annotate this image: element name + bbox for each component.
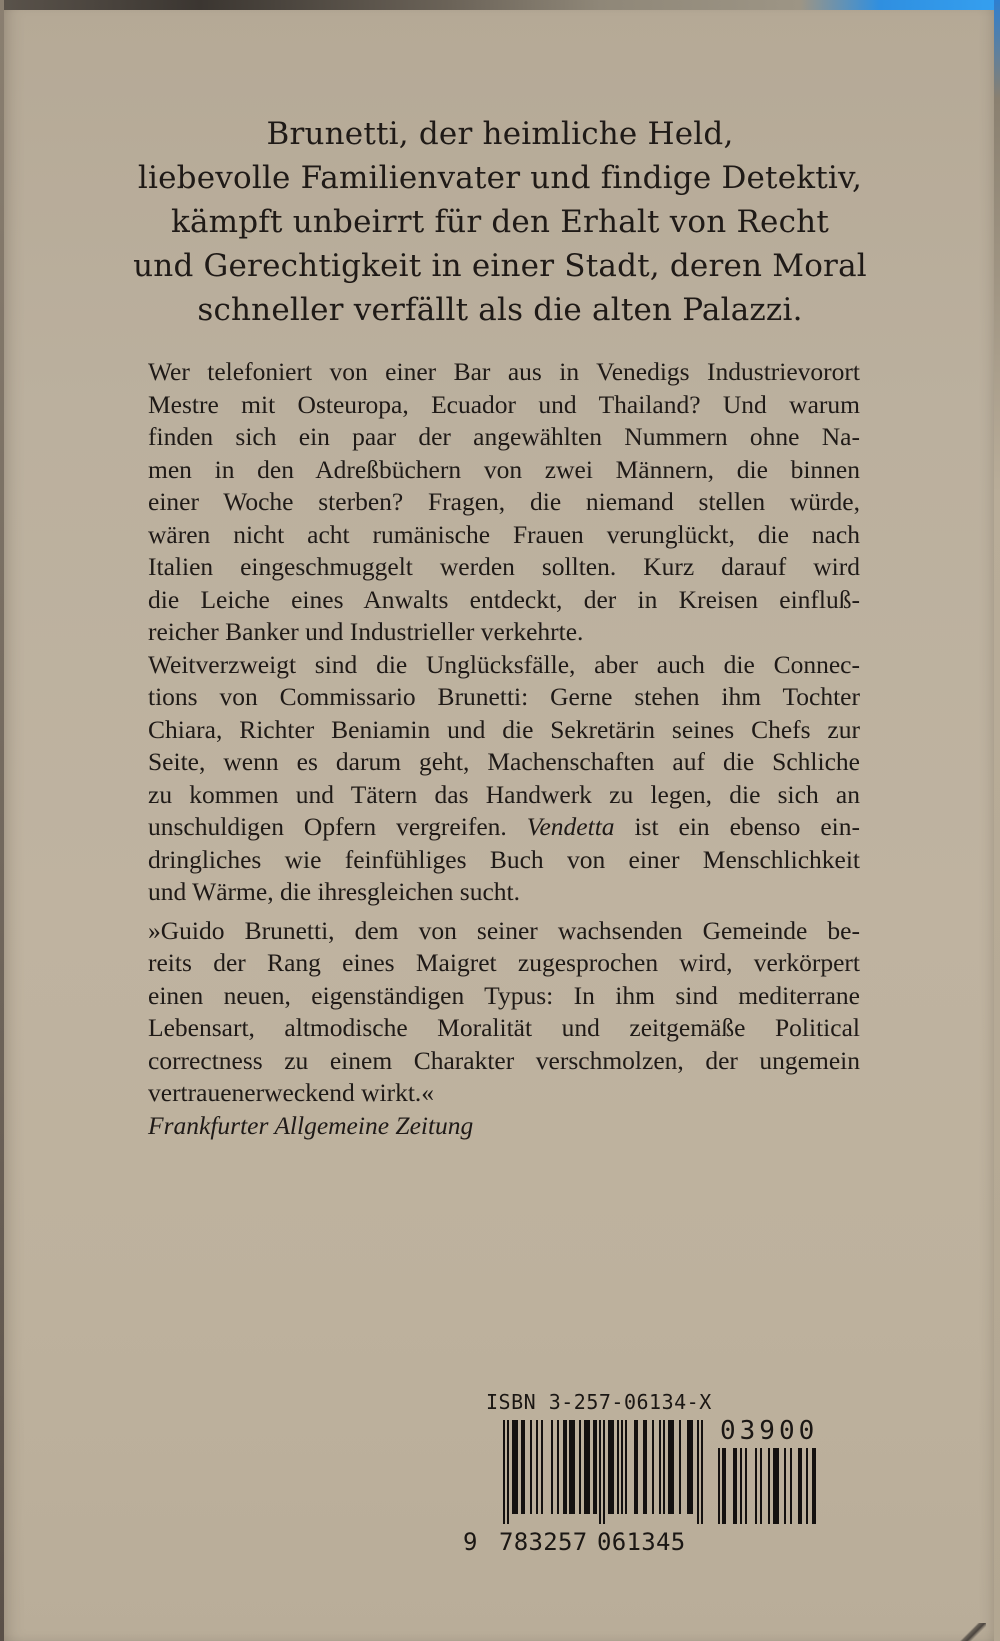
text-segment: ist ein ebenso ein- — [614, 812, 861, 841]
review-source: Frankfurter Allgemeine Zeitung — [148, 1110, 474, 1140]
photo-background-top — [0, 0, 1000, 10]
text-line: wären nicht acht rumänische Frauen verunglückt, die nach — [148, 519, 860, 549]
text-line: Mestre mit Osteuropa, Ecuador und Thailand? Und warum — [148, 389, 860, 419]
quote-line: correctness zu einem Charakter verschmolzen, der ungemein — [148, 1045, 860, 1075]
ean-first-digit: 9 — [463, 1528, 478, 1556]
text-line — [148, 811, 860, 844]
text-segment: unschuldigen Opfern vergreifen. — [148, 812, 527, 841]
barcode-bars-icon — [503, 1420, 705, 1524]
blurb-line: liebevolle Familienvater und findige Detektiv, — [137, 160, 863, 196]
price-addon-digits: 03900 — [720, 1416, 819, 1446]
text-line: tions von Commissario Brunetti: Gerne stehen ihm Tochter — [148, 682, 860, 711]
ean-left-group: 783257 — [499, 1528, 588, 1556]
quote-line: reits der Rang eines Maigret zugesprochen wird, verkörpert — [148, 948, 860, 977]
book-right-edge — [994, 0, 1000, 1641]
blurb-line: kämpft unbeirrt für den Erhalt von Recht — [171, 204, 829, 240]
text-line: und Wärme, die ihresgleichen sucht. — [148, 877, 520, 906]
quote-line: vertrauenerweckend wirkt.« — [148, 1078, 435, 1107]
ean-right-group: 061345 — [597, 1528, 686, 1556]
text-line: finden sich ein paar der angewählten Nummern ohne Na- — [148, 422, 860, 451]
text-line: zu kommen und Tätern das Handwerk zu legen, die sich an — [148, 779, 860, 809]
text-line: dringliches wie feinfühliges Buch von einer Menschlichkeit — [148, 844, 860, 874]
price-addon-barcode — [718, 1448, 822, 1524]
text-line: die Leiche eines Anwalts entdeckt, der in Kreisen einfluß- — [148, 584, 860, 614]
book-back-cover — [0, 6, 994, 1641]
text-line: reicher Banker und Industrieller verkehrte. — [148, 617, 584, 646]
text-line: Italien eingeschmuggelt werden sollten. Kurz darauf wird — [148, 552, 860, 581]
text-line: einer Woche sterben? Fragen, die niemand stellen würde, — [148, 487, 860, 516]
text-line: men in den Adreßbüchern von zwei Männern, die binnen — [148, 454, 860, 484]
quote-line: Lebensart, altmodische Moralität und zeitgemäße Political — [148, 1013, 860, 1042]
book-title: Vendetta — [526, 812, 615, 841]
description-paragraph-2 — [148, 649, 860, 909]
ean13-barcode — [463, 1420, 705, 1556]
review-quote — [148, 915, 860, 1143]
text-line: Wer telefoniert von einer Bar aus in Venedigs Industrievorort — [148, 357, 860, 386]
isbn-barcode-block — [463, 1390, 840, 1556]
book-spine-edge — [0, 0, 4, 1641]
cover-blurb — [130, 112, 870, 332]
description-text — [148, 356, 860, 1142]
text-line: Weitverzweigt sind die Unglücksfälle, aber auch die Connec- — [148, 649, 860, 679]
blurb-line: schneller verfällt als die alten Palazzi. — [197, 292, 803, 328]
description-paragraph-1 — [148, 356, 860, 649]
addon-bars-icon — [718, 1448, 822, 1524]
corner-fold — [956, 1623, 986, 1641]
blurb-line: Brunetti, der heimliche Held, — [266, 116, 734, 152]
quote-line: »Guido Brunetti, dem von seiner wachsenden Gemeinde be- — [148, 915, 860, 945]
blurb-line: und Gerechtigkeit in einer Stadt, deren Moral — [133, 248, 867, 284]
text-line: Seite, wenn es darum geht, Machenschaften auf die Schliche — [148, 747, 860, 776]
isbn-label: ISBN 3-257-06134-X — [486, 1390, 712, 1414]
quote-line: einen neuen, eigenständigen Typus: In ihm sind mediterrane — [148, 980, 860, 1010]
text-line: Chiara, Richter Beniamin und die Sekretärin seines Chefs zur — [148, 714, 860, 744]
